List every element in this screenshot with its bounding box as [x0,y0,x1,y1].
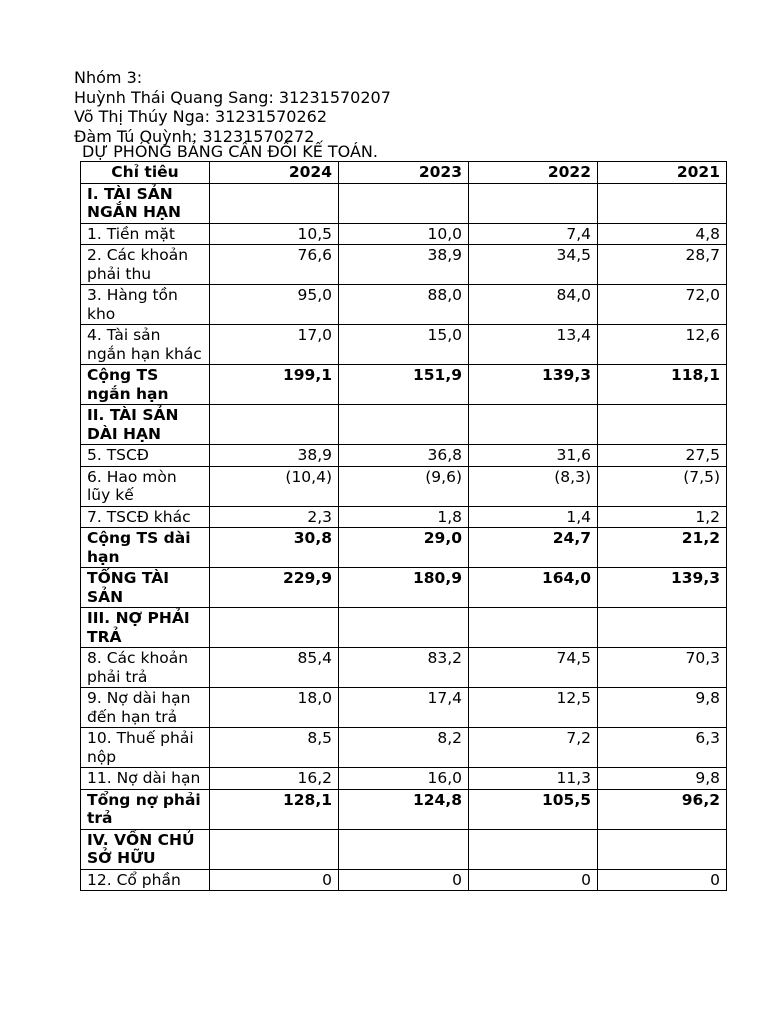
row-label: I. TÀI SẢN NGẮN HẠN [81,183,210,223]
value-cell: (10,4) [210,466,339,506]
value-cell: 24,7 [469,528,598,568]
value-cell [339,608,469,648]
table-row [81,183,727,223]
table-row [81,648,727,688]
value-cell [339,183,469,223]
table-row [81,365,727,405]
value-cell: 10,0 [339,223,469,245]
row-label: Tổng nợ phải trả [81,789,210,829]
table-row [81,768,727,790]
value-cell [210,405,339,445]
value-cell [598,829,727,869]
column-header-item: Chỉ tiêu [81,162,210,184]
row-label: 5. TSCĐ [81,445,210,467]
value-cell [210,829,339,869]
row-label: IV. VỐN CHỦ SỞ HỮU [81,829,210,869]
value-cell: 229,9 [210,568,339,608]
value-cell: 36,8 [339,445,469,467]
value-cell: 2,3 [210,506,339,528]
value-cell: 88,0 [339,285,469,325]
value-cell [598,183,727,223]
row-label: 12. Cổ phần [81,869,210,891]
value-cell: 95,0 [210,285,339,325]
table-row [81,728,727,768]
value-cell: (8,3) [469,466,598,506]
row-label: TỔNG TÀI SẢN [81,568,210,608]
value-cell: 139,3 [598,568,727,608]
value-cell [469,829,598,869]
value-cell: 72,0 [598,285,727,325]
value-cell [598,608,727,648]
table-row [81,869,727,891]
value-cell: 180,9 [339,568,469,608]
row-label: Cộng TS dài hạn [81,528,210,568]
value-cell [469,608,598,648]
table-row [81,466,727,506]
row-label: Cộng TS ngắn hạn [81,365,210,405]
document-title: DỰ PHÓNG BẢNG CÂN ĐỐI KẾ TOÁN. [82,142,378,161]
value-cell: 21,2 [598,528,727,568]
value-cell: 34,5 [469,245,598,285]
row-label: III. NỢ PHẢI TRẢ [81,608,210,648]
value-cell: 9,8 [598,688,727,728]
value-cell: 0 [469,869,598,891]
group-info [74,68,391,146]
value-cell: 27,5 [598,445,727,467]
value-cell: 16,2 [210,768,339,790]
table-row [81,789,727,829]
value-cell [210,183,339,223]
value-cell [469,405,598,445]
column-header-year: 2022 [469,162,598,184]
value-cell: 10,5 [210,223,339,245]
value-cell: 16,0 [339,768,469,790]
value-cell: 1,2 [598,506,727,528]
value-cell: 83,2 [339,648,469,688]
row-label: 6. Hao mòn lũy kế [81,466,210,506]
table-body [81,183,727,891]
value-cell: 0 [210,869,339,891]
value-cell: 1,8 [339,506,469,528]
value-cell: 31,6 [469,445,598,467]
row-label: 10. Thuế phải nộp [81,728,210,768]
value-cell: 128,1 [210,789,339,829]
value-cell [598,405,727,445]
table-header [81,162,727,184]
row-label: 7. TSCĐ khác [81,506,210,528]
value-cell: 0 [598,869,727,891]
value-cell: (7,5) [598,466,727,506]
value-cell: 13,4 [469,325,598,365]
value-cell: 38,9 [339,245,469,285]
value-cell: 76,6 [210,245,339,285]
value-cell: 8,2 [339,728,469,768]
value-cell: 6,3 [598,728,727,768]
value-cell: 85,4 [210,648,339,688]
value-cell: 1,4 [469,506,598,528]
value-cell: 12,5 [469,688,598,728]
table-row [81,405,727,445]
value-cell: 118,1 [598,365,727,405]
value-cell: 105,5 [469,789,598,829]
value-cell: 8,5 [210,728,339,768]
table-row [81,285,727,325]
value-cell: 17,4 [339,688,469,728]
value-cell: 96,2 [598,789,727,829]
row-label: 1. Tiền mặt [81,223,210,245]
row-label: 11. Nợ dài hạn [81,768,210,790]
table-row [81,506,727,528]
value-cell: (9,6) [339,466,469,506]
value-cell [339,405,469,445]
row-label: 2. Các khoản phải thu [81,245,210,285]
row-label: II. TÀI SẢN DÀI HẠN [81,405,210,445]
value-cell: 12,6 [598,325,727,365]
value-cell: 18,0 [210,688,339,728]
value-cell: 38,9 [210,445,339,467]
group-name: Nhóm 3: [74,68,143,87]
value-cell: 139,3 [469,365,598,405]
row-label: 8. Các khoản phải trả [81,648,210,688]
member-name: Huỳnh Thái Quang Sang: 31231570207 [74,87,391,107]
value-cell: 17,0 [210,325,339,365]
value-cell: 7,4 [469,223,598,245]
table-row [81,245,727,285]
value-cell [339,829,469,869]
table-row [81,688,727,728]
table-row [81,608,727,648]
column-header-year: 2021 [598,162,727,184]
value-cell: 70,3 [598,648,727,688]
table-row [81,528,727,568]
column-header-year: 2023 [339,162,469,184]
row-label: 3. Hàng tồn kho [81,285,210,325]
value-cell: 11,3 [469,768,598,790]
value-cell: 199,1 [210,365,339,405]
table-row [81,829,727,869]
value-cell: 28,7 [598,245,727,285]
table-row [81,445,727,467]
value-cell: 15,0 [339,325,469,365]
value-cell: 151,9 [339,365,469,405]
table-row [81,325,727,365]
row-label: 4. Tài sản ngắn hạn khác [81,325,210,365]
value-cell: 164,0 [469,568,598,608]
value-cell: 9,8 [598,768,727,790]
column-header-year: 2024 [210,162,339,184]
value-cell [469,183,598,223]
member-name: Võ Thị Thúy Nga: 31231570262 [74,107,328,126]
value-cell: 30,8 [210,528,339,568]
value-cell: 7,2 [469,728,598,768]
value-cell: 0 [339,869,469,891]
row-label: 9. Nợ dài hạn đến hạn trả [81,688,210,728]
header-row [81,162,727,184]
value-cell: 29,0 [339,528,469,568]
balance-sheet-table [80,161,727,891]
value-cell: 84,0 [469,285,598,325]
value-cell: 4,8 [598,223,727,245]
value-cell: 74,5 [469,648,598,688]
value-cell: 124,8 [339,789,469,829]
table-row [81,223,727,245]
member-name: Đàm Tú Quỳnh: 31231570272 [74,126,315,146]
table-row [81,568,727,608]
value-cell [210,608,339,648]
